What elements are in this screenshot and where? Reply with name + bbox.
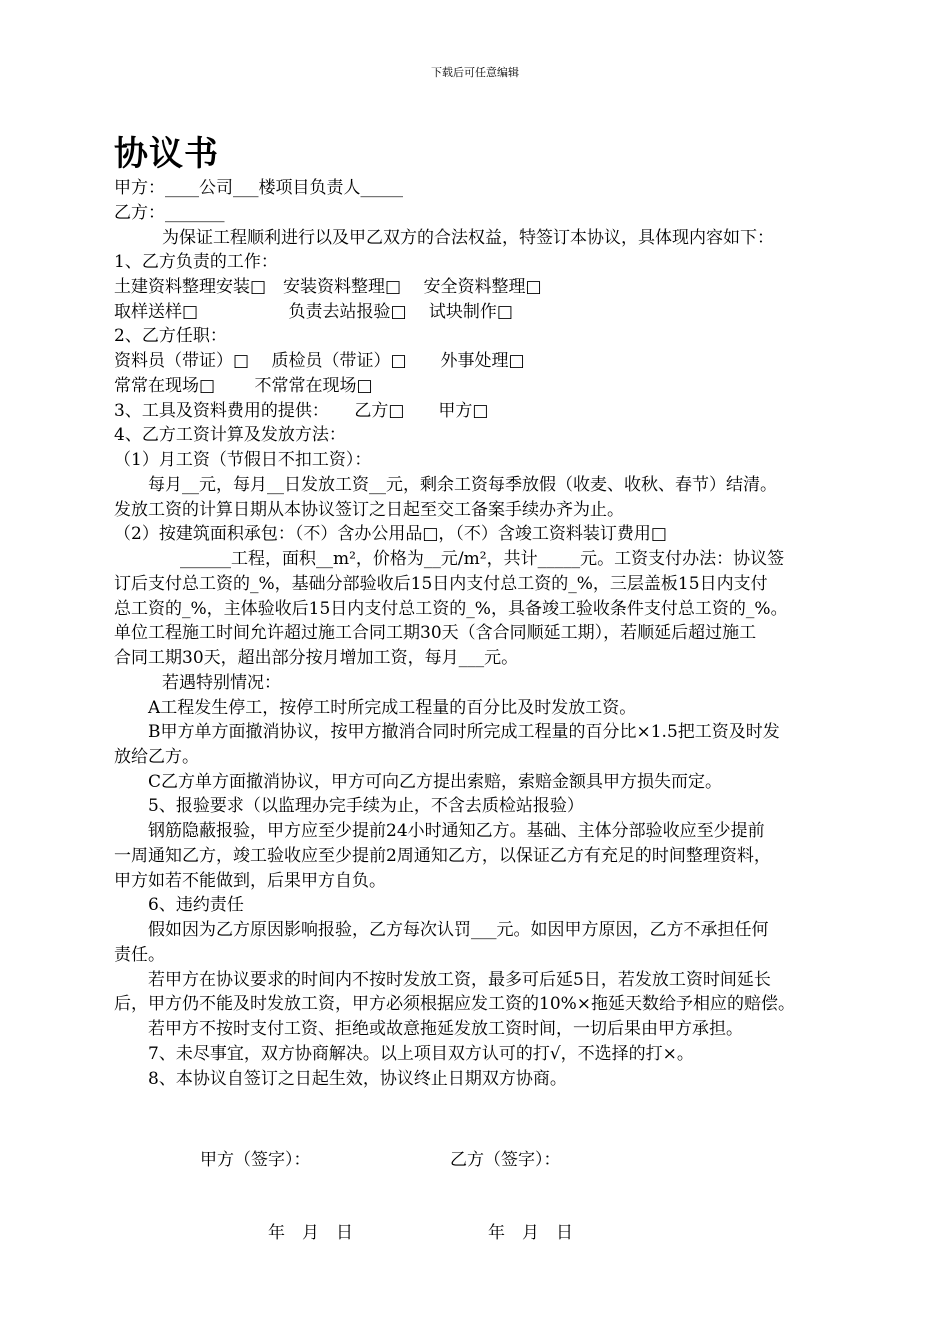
liability-text-2: 责任。 <box>114 945 165 965</box>
case-b-2: 放给乙方。 <box>114 747 199 767</box>
party-a-line: 甲方：____公司___楼项目负责人_____ <box>114 178 403 198</box>
liability-text-4: 后，甲方仍不能及时发放工资，甲方必须根据应发工资的10%×拖延天数给予相应的赔偿。 <box>114 994 796 1014</box>
monthly-wage-text-1: 每月__元，每月__日发放工资__元，剩余工资每季放假（收麦、收秋、春节）结清。 <box>148 475 777 495</box>
liability-text-5: 若甲方不按时支付工资、拒绝或故意拖延发放工资时间，一切后果由甲方承担。 <box>148 1019 743 1039</box>
section-6-heading: 6、违约责任 <box>148 895 244 915</box>
section-2-heading: 2、乙方任职： <box>114 326 227 346</box>
page-header: 下载后可任意编辑 <box>431 66 519 79</box>
section-4-heading: 4、乙方工资计算及发放方法： <box>114 425 346 445</box>
monthly-wage-text-2: 发放工资的计算日期从本协议签订之日起至交工备案手续办齐为止。 <box>114 500 624 520</box>
party-b-date: 年 月 日 <box>488 1223 573 1243</box>
party-b-line: 乙方：_______ <box>114 203 225 223</box>
area-contract-text-5: 合同工期30天，超出部分按月增加工资，每月___元。 <box>114 648 519 668</box>
area-contract-text-3: 总工资的_%，主体验收后15日内支付总工资的_%，具备竣工验收条件支付总工资的_%。 <box>114 599 788 619</box>
inspection-text-3: 甲方如若不能做到，后果甲方自负。 <box>114 871 386 891</box>
party-a-date: 年 月 日 <box>268 1223 353 1243</box>
party-b-signature-label: 乙方（签字）： <box>450 1150 561 1170</box>
inspection-text-1: 钢筋隐蔽报验，甲方应至少提前24小时通知乙方。基础、主体分部验收应至少提前 <box>148 821 765 841</box>
area-contract-text-4: 单位工程施工时间允许超过施工合同工期30天（含合同顺延工期），若顺延后超过施工 <box>114 623 757 643</box>
duties-row-2: 取样送样□ 负责去站报验□ 试块制作□ <box>114 302 513 322</box>
section-5-heading: 5、报验要求（以监理办完手续为止，不含去质检站报验） <box>148 796 584 816</box>
section-7-line: 7、未尽事宜，双方协商解决。以上项目双方认可的打√，不选择的打×。 <box>148 1044 694 1064</box>
party-a-signature-label: 甲方（签字）： <box>200 1150 311 1170</box>
case-a: A工程发生停工，按停工时所完成工程量的百分比及时发放工资。 <box>148 698 637 718</box>
section-8-line: 8、本协议自签订之日起生效，协议终止日期双方协商。 <box>148 1069 567 1089</box>
section-1-heading: 1、乙方负责的工作： <box>114 252 278 272</box>
area-contract-text-2: 订后支付总工资的_%，基础分部验收后15日内支付总工资的_%，三层盖板15日内支付 <box>114 574 768 594</box>
area-contract-heading: （2）按建筑面积承包：（不）含办公用品□，（不）含竣工资料装订费用□ <box>114 524 667 544</box>
section-3-line: 3、工具及资料费用的提供： 乙方□ 甲方□ <box>114 401 489 421</box>
inspection-text-2: 一周通知乙方，竣工验收应至少提前2周通知乙方，以保证乙方有充足的时间整理资料， <box>114 846 771 866</box>
monthly-wage-heading: （1）月工资（节假日不扣工资）： <box>114 450 372 470</box>
position-row-1: 资料员（带证）□ 质检员（带证）□ 外事处理□ <box>114 351 525 371</box>
case-c: C乙方单方面撤消协议，甲方可向乙方提出索赔，索赔金额具甲方损失而定。 <box>148 772 723 792</box>
position-row-2: 常常在现场□ 不常常在现场□ <box>114 376 373 396</box>
document-title: 协议书 <box>114 134 219 174</box>
special-cases-heading: 若遇特别情况： <box>162 673 281 693</box>
duties-row-1: 土建资料整理安装□ 安装资料整理□ 安全资料整理□ <box>114 277 542 297</box>
intro-paragraph: 为保证工程顺利进行以及甲乙双方的合法权益，特签订本协议，具体现内容如下： <box>162 228 774 248</box>
liability-text-1: 假如因为乙方原因影响报验，乙方每次认罚___元。如因甲方原因，乙方不承担任何 <box>148 920 769 940</box>
case-b-1: B甲方单方面撤消协议，按甲方撤消合同时所完成工程量的百分比×1.5把工资及时发 <box>148 722 780 742</box>
area-contract-text-1: ______工程，面积__m²，价格为__元/m²，共计_____元。工资支付办法：协议签 <box>180 549 785 569</box>
liability-text-3: 若甲方在协议要求的时间内不按时发放工资，最多可后延5日，若发放工资时间延长 <box>148 970 771 990</box>
